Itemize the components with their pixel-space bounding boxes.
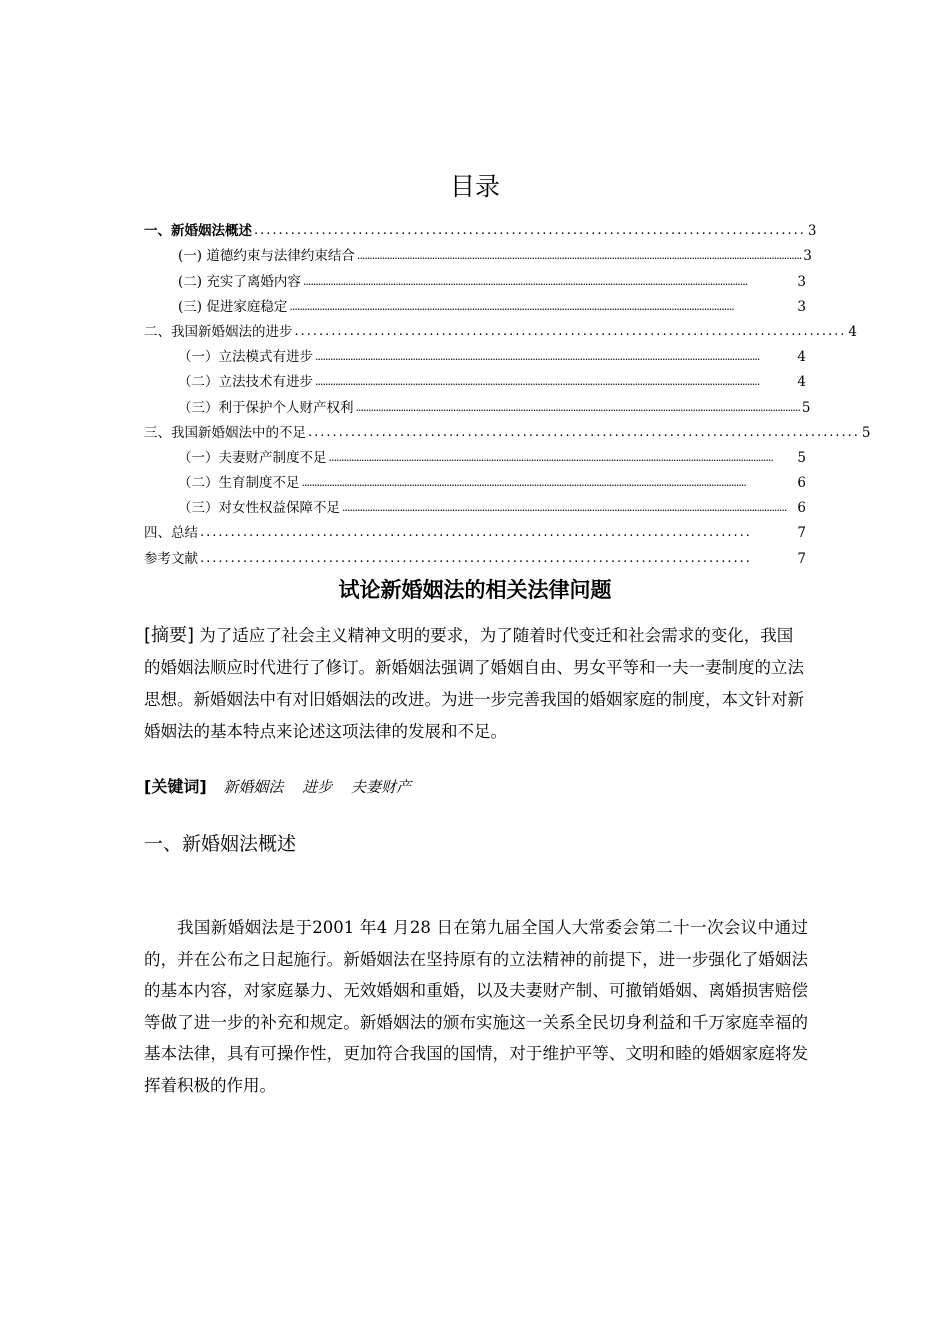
toc-entry[interactable] xyxy=(144,418,871,443)
abstract xyxy=(144,620,808,748)
toc-page-number: 5 xyxy=(861,424,871,441)
toc-entry-text: 参考文献 xyxy=(144,550,198,567)
article-title: 试论新婚姻法的相关法律问题 xyxy=(338,578,612,602)
toc-page-number: 5 xyxy=(801,399,811,416)
toc-leader: .................................................................................................................................................................................. xyxy=(342,501,787,515)
toc-leader: .................................................................................................................................................................................. xyxy=(289,299,734,313)
toc-leader: .................................................................................................................................................................................. xyxy=(302,274,748,288)
body-paragraph: 我国新婚姻法是于2001 年4 月28 日在第九届全国人大常委会第二十一次会议中通过的，并在公布之日起施行。新婚姻法在坚持原有的立法精神的前提下，进一步强化了婚姻法的基本内容，对家庭暴力、无效婚姻和重婚，以及夫妻财产制、可撤销婚姻、离婚损害赔偿等做了进一步的补充和规定。新婚姻法的颁布实施这一关系全民切身利益和千万家庭幸福的基本法律，具有可操作性，更加符合我国的国情，对于维护平等、文明和睦的婚姻家庭将发挥着积极的作用。 xyxy=(144,918,808,1095)
toc-page-number: 4 xyxy=(848,323,858,340)
toc-entry[interactable] xyxy=(144,266,806,291)
keywords xyxy=(144,775,808,799)
toc-page-number: 3 xyxy=(797,298,806,315)
toc-leader: .......................................................................................... xyxy=(200,550,752,566)
toc-entry-text: 二、我国新婚姻法的进步 xyxy=(144,323,293,340)
toc-entry-text: （二）立法技术有进步 xyxy=(178,374,313,391)
toc-entry[interactable] xyxy=(144,367,806,392)
toc-entry[interactable] xyxy=(144,518,806,543)
toc-entry[interactable] xyxy=(144,317,858,342)
toc-leader: .......................................................................................... xyxy=(200,525,752,541)
toc-leader: .................................................................................................................................................................................. xyxy=(328,450,773,464)
toc-entry-text: （二）生育制度不足 xyxy=(178,475,300,492)
toc-leader: .......................................................................................... xyxy=(294,323,847,339)
toc-entry-text: 三、我国新婚姻法中的不足 xyxy=(144,424,306,441)
abstract-label: [摘要] xyxy=(144,625,195,646)
toc-entry-text: (二) 充实了离婚内容 xyxy=(178,273,301,290)
toc-entry[interactable] xyxy=(144,342,806,367)
toc-entry[interactable] xyxy=(144,468,806,493)
toc-entry[interactable] xyxy=(144,292,806,317)
toc-entry-text: （一）夫妻财产制度不足 xyxy=(178,449,327,466)
toc-leader: .......................................................................................... xyxy=(308,424,860,440)
toc-leader: .................................................................................................................................................................................. xyxy=(315,375,760,389)
toc-entry-text: (一) 道德约束与法律约束结合 xyxy=(178,248,355,265)
toc-entry[interactable] xyxy=(144,543,806,568)
toc-entry-text: (三) 促进家庭稳定 xyxy=(178,298,288,315)
keyword: 夫妻财产 xyxy=(351,778,412,796)
abstract-text: 为了适应了社会主义精神文明的要求，为了随着时代变迁和社会需求的变化，我国的婚姻法顺应时代进行了修订。新婚姻法强调了婚姻自由、男女平等和一夫一妻制度的立法思想。新婚姻法中有对旧婚姻法的改进。为进一步完善我国的婚姻家庭的制度，本文针对新婚姻法的基本特点来论述这项法律的发展和不足。 xyxy=(144,626,804,741)
toc-page-number: 6 xyxy=(797,500,806,517)
section-heading: 一、新婚姻法概述 xyxy=(144,833,297,855)
toc-entry-text: 一、新婚姻法概述 xyxy=(144,223,252,240)
toc-leader: .................................................................................................................................................................................. xyxy=(356,249,802,263)
toc-page-number: 5 xyxy=(797,449,806,466)
toc-page-number: 3 xyxy=(803,248,812,265)
toc-page-number: 7 xyxy=(797,525,806,542)
toc-page-number: 6 xyxy=(797,475,806,492)
toc-entry[interactable] xyxy=(144,443,806,468)
toc-page-number: 3 xyxy=(797,273,806,290)
toc-page-number: 4 xyxy=(797,374,806,391)
toc-entry-text: （三）对女性权益保障不足 xyxy=(178,500,340,517)
toc-page-number: 7 xyxy=(797,550,806,567)
toc-entry-text: （一）立法模式有进步 xyxy=(178,349,313,366)
toc-entry[interactable] xyxy=(144,493,806,518)
toc-entry[interactable] xyxy=(144,392,811,417)
keyword: 进步 xyxy=(302,778,333,796)
toc-entry[interactable] xyxy=(144,241,812,266)
toc-title: 目录 xyxy=(449,172,500,201)
toc-leader: .................................................................................................................................................................................. xyxy=(355,400,800,414)
toc-leader: .................................................................................................................................................................................. xyxy=(315,350,760,364)
keyword: 新婚姻法 xyxy=(223,778,284,796)
keywords-label: [关键词] xyxy=(144,777,207,796)
toc-page-number: 3 xyxy=(807,223,817,240)
toc-entry-text: （三）利于保护个人财产权利 xyxy=(178,399,354,416)
table-of-contents xyxy=(144,216,871,569)
toc-page-number: 4 xyxy=(797,349,806,366)
toc-leader: .......................................................................................... xyxy=(254,223,806,239)
toc-entry[interactable] xyxy=(144,216,817,241)
toc-entry-text: 四、总结 xyxy=(144,525,198,542)
toc-leader: .................................................................................................................................................................................. xyxy=(301,476,746,490)
